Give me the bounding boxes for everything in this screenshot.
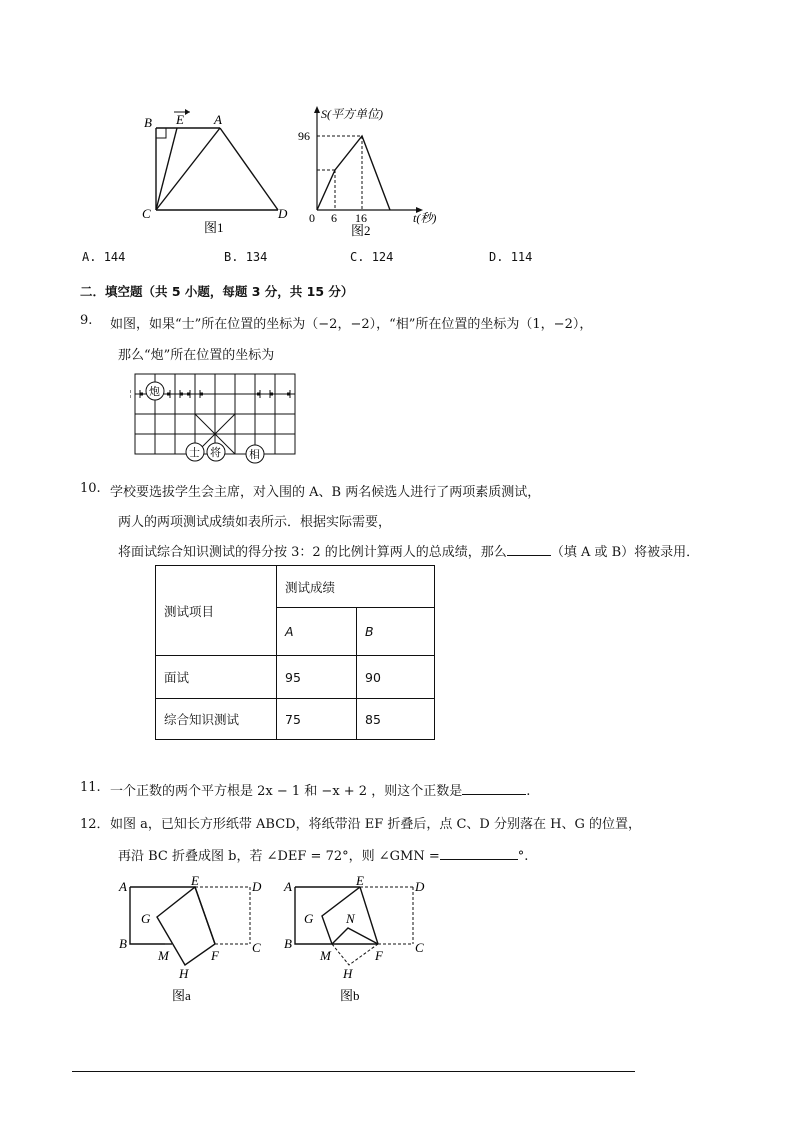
option-b[interactable]: B. 134 — [224, 250, 268, 264]
figb-label-m: M — [320, 948, 331, 963]
q11-text: 一个正数的两个平方根是 2x − 1 和 −x + 2 ，则这个正数是 . — [110, 784, 531, 799]
q12-line1: 如图 a，已知长方形纸带 ABCD，将纸带沿 EF 折叠后，点 C、D 分别落在 H、G 的位置， — [110, 817, 641, 832]
figure-a-folded-strip — [115, 872, 275, 1007]
score-table — [155, 565, 435, 740]
piece-pao: 炮 — [149, 386, 160, 398]
figa-caption: 图a — [172, 988, 191, 1003]
q12-number: 12． — [80, 817, 110, 832]
q11-number: 11. — [80, 780, 101, 795]
table-row: 面试 95 90 — [156, 656, 435, 699]
figa-label-a: A — [119, 879, 127, 894]
fig1-caption: 图1 — [204, 220, 224, 235]
option-a[interactable]: A. 144 — [82, 250, 126, 264]
figa-label-f: F — [211, 948, 219, 963]
figb-label-c: C — [415, 940, 424, 955]
q10-answer-blank[interactable] — [507, 555, 551, 556]
q10-line3: 将面试综合知识测试的得分按 3：2 的比例计算两人的总成绩，那么 （填 A 或 B）将被录用． — [118, 545, 700, 560]
figb-label-e: E — [356, 873, 364, 888]
q10-number: 10. — [80, 481, 101, 496]
option-d[interactable]: D. 114 — [489, 250, 533, 264]
figb-label-b: B — [284, 936, 292, 951]
q9-line1: 如图，如果“士”所在位置的坐标为（−2，−2），“相”所在位置的坐标为（1，−2）， — [110, 317, 593, 332]
chess-board-figure — [130, 370, 302, 466]
q10-line1: 学校要选拔学生会主席，对入围的 A、B 两名候选人进行了两项素质测试， — [110, 485, 541, 500]
fig2-y-label: S(平方单位) — [321, 107, 383, 121]
figb-label-g: G — [304, 911, 314, 926]
fig1-label-e: E — [176, 112, 184, 127]
figa-label-h: H — [179, 966, 189, 981]
figb-label-d: D — [415, 879, 425, 894]
figb-label-a: A — [284, 879, 292, 894]
figa-label-c: C — [252, 940, 261, 955]
figb-label-n: N — [346, 911, 355, 926]
fig1-label-a: A — [214, 112, 222, 127]
col-a: A — [277, 608, 357, 656]
figa-label-e: E — [191, 873, 199, 888]
q11-answer-blank[interactable] — [462, 794, 526, 795]
fig1-label-c: C — [142, 206, 151, 221]
fig2-tick-0: 0 — [309, 211, 315, 225]
q12-answer-blank[interactable] — [440, 859, 518, 860]
piece-jiang: 将 — [210, 447, 221, 459]
header-scores: 测试成绩 — [277, 566, 435, 608]
fig2-tick-6: 6 — [331, 211, 337, 225]
piece-xiang: 相 — [249, 449, 260, 461]
fig2-tick-16: 16 — [355, 211, 367, 225]
piece-shi: 士 — [189, 447, 200, 459]
section-title: 二．填空题（共 5 小题，每题 3 分，共 15 分） — [80, 284, 354, 299]
figb-label-h: H — [343, 966, 353, 981]
option-c[interactable]: C. 124 — [350, 250, 394, 264]
footer-divider — [72, 1071, 635, 1072]
table-row: 综合知识测试 75 85 — [156, 699, 435, 740]
fig1-label-d: D — [278, 206, 288, 221]
col-b: B — [357, 608, 435, 656]
fig2-caption: 图2 — [351, 223, 371, 238]
figb-caption: 图b — [340, 988, 360, 1003]
figb-label-f: F — [375, 948, 383, 963]
figure-1-trapezoid — [130, 100, 300, 240]
q12-line2: 再沿 BC 折叠成图 b，若 ∠DEF = 72°，则 ∠GMN = °. — [118, 849, 529, 864]
figure-2-graph — [295, 100, 455, 240]
header-item: 测试项目 — [156, 566, 277, 656]
figa-label-m: M — [158, 948, 169, 963]
q9-line2: 那么“炮”所在位置的坐标为 — [118, 348, 275, 363]
figa-label-g: G — [141, 911, 151, 926]
figa-label-b: B — [119, 936, 127, 951]
q10-line2: 两人的两项测试成绩如表所示．根据实际需要， — [118, 515, 392, 530]
figa-label-d: D — [252, 879, 262, 894]
q9-number: 9. — [80, 313, 93, 328]
figure-b-folded-strip — [280, 872, 440, 1007]
fig2-x-label: t(秒) — [413, 211, 437, 225]
fig2-tick-96: 96 — [298, 129, 310, 143]
fig1-label-b: B — [144, 115, 152, 130]
